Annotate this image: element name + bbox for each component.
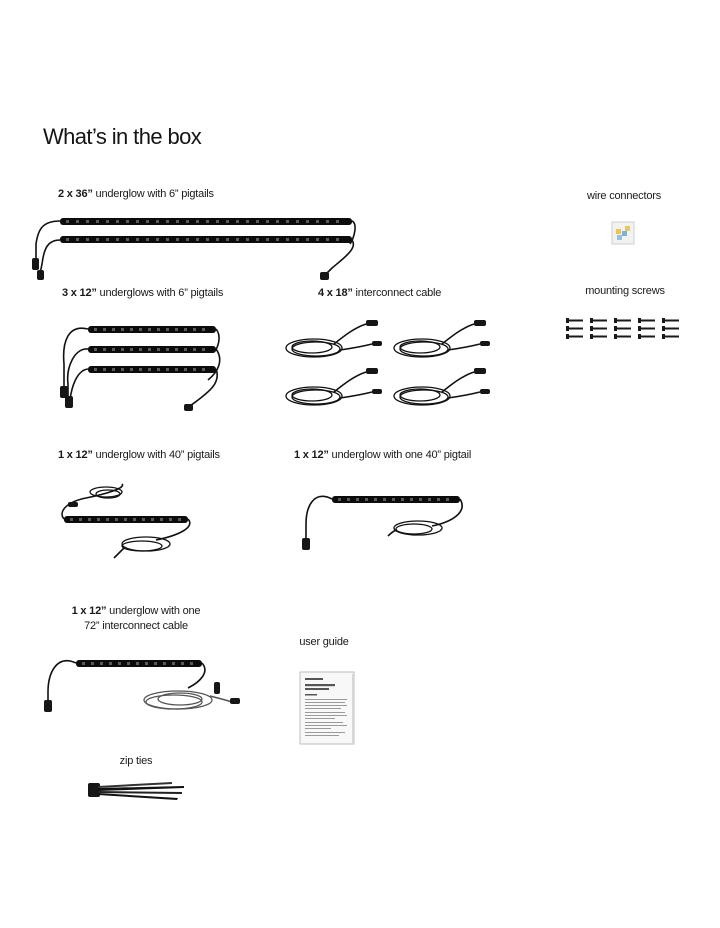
led-chip — [136, 220, 139, 223]
led-chip — [172, 662, 175, 665]
led-chip — [163, 662, 166, 665]
led-chip — [97, 518, 100, 521]
led-chip — [139, 348, 142, 351]
led-chip — [374, 498, 377, 501]
led-chip — [178, 518, 181, 521]
led-chip — [206, 220, 209, 223]
led-chip — [130, 368, 133, 371]
item-description: interconnect cable — [352, 287, 442, 299]
led-chip — [126, 238, 129, 241]
item-label-12in-forty-pigtails — [58, 449, 220, 461]
screw — [566, 334, 583, 339]
led-chip — [226, 220, 229, 223]
led-chip — [338, 498, 341, 501]
zip-tie-icon — [88, 780, 188, 802]
led-chip — [175, 348, 178, 351]
led-chip — [112, 348, 115, 351]
screw — [590, 334, 607, 339]
wire-connectors-label: wire connectors — [586, 190, 662, 202]
led-strip-12in-forty-image — [56, 482, 196, 562]
led-chip — [136, 238, 139, 241]
led-chip — [190, 662, 193, 665]
led-strip-12in-seventytwo-image — [42, 652, 242, 722]
led-chip — [121, 328, 124, 331]
led-chip — [186, 220, 189, 223]
led-chip — [146, 220, 149, 223]
led-chip — [160, 518, 163, 521]
led-chip — [176, 238, 179, 241]
led-chip — [86, 238, 89, 241]
item-label-interconnect-18in — [318, 287, 441, 299]
screw — [614, 318, 631, 323]
item-quantity: 1 x 12” — [71, 605, 107, 617]
item-quantity: 3 x 12” — [62, 287, 97, 299]
led-chip — [100, 662, 103, 665]
led-chip — [130, 348, 133, 351]
led-chip — [236, 238, 239, 241]
led-chip — [175, 328, 178, 331]
item-description: underglow with one — [106, 605, 201, 617]
led-chip — [286, 238, 289, 241]
led-chip — [296, 220, 299, 223]
led-chip — [79, 518, 82, 521]
led-chip — [124, 518, 127, 521]
item-description: underglow with 6” pigtails — [92, 188, 214, 200]
led-chip — [186, 238, 189, 241]
led-chip — [401, 498, 404, 501]
led-chip — [121, 368, 124, 371]
led-chip — [365, 498, 368, 501]
screw — [566, 326, 583, 331]
user-guide-label: user guide — [299, 636, 349, 648]
screw — [662, 326, 679, 331]
screw — [566, 318, 583, 323]
led-chip — [176, 220, 179, 223]
led-chip — [76, 220, 79, 223]
led-chip — [266, 220, 269, 223]
led-chip — [206, 238, 209, 241]
led-chip — [82, 662, 85, 665]
led-chip — [166, 238, 169, 241]
led-chip — [121, 348, 124, 351]
led-chip — [66, 220, 69, 223]
led-chip — [316, 238, 319, 241]
led-chip — [326, 220, 329, 223]
led-chip — [316, 220, 319, 223]
led-chip — [136, 662, 139, 665]
led-chip — [116, 238, 119, 241]
led-chip — [103, 348, 106, 351]
led-chip — [202, 328, 205, 331]
led-chip — [66, 238, 69, 241]
led-chip — [148, 368, 151, 371]
led-chip — [154, 662, 157, 665]
led-chip — [202, 348, 205, 351]
led-chip — [133, 518, 136, 521]
led-chip — [157, 348, 160, 351]
item-description: underglow with one 40” pigtail — [328, 449, 472, 461]
page-title: What’s in the box — [43, 124, 202, 149]
led-chip — [184, 328, 187, 331]
led-chip — [157, 328, 160, 331]
item-quantity: 1 x 12” — [294, 449, 329, 461]
led-strip-icon — [62, 484, 190, 558]
led-chip — [142, 518, 145, 521]
led-strip-icon — [44, 660, 240, 712]
mounting-screws-image — [566, 318, 686, 344]
led-chip — [216, 238, 219, 241]
led-chip — [94, 368, 97, 371]
led-chip — [216, 220, 219, 223]
led-chip — [306, 220, 309, 223]
screw — [638, 334, 655, 339]
led-chip — [103, 328, 106, 331]
led-chip — [139, 368, 142, 371]
led-chip — [116, 220, 119, 223]
manual-booklet-icon — [298, 670, 356, 746]
screw — [614, 326, 631, 331]
led-chip — [109, 662, 112, 665]
led-chip — [246, 220, 249, 223]
led-chip — [76, 238, 79, 241]
led-chip — [184, 348, 187, 351]
zip-ties-label: zip ties — [119, 755, 153, 767]
led-strip-36in-image — [32, 212, 352, 282]
led-chip — [236, 220, 239, 223]
led-chip — [106, 220, 109, 223]
connector-bag-icon — [612, 222, 636, 246]
led-chip — [94, 348, 97, 351]
screw — [638, 318, 655, 323]
screw — [590, 326, 607, 331]
led-chip — [166, 348, 169, 351]
coiled-cable-icon — [286, 320, 490, 405]
led-chip — [196, 238, 199, 241]
mounting-screws-label: mounting screws — [585, 285, 665, 297]
item-label-12in-one-forty-pigtail — [294, 449, 471, 461]
item-quantity: 2 x 36” — [58, 188, 93, 200]
screw — [614, 334, 631, 339]
led-chip — [148, 348, 151, 351]
led-chip — [166, 368, 169, 371]
screw-icon — [566, 318, 679, 339]
led-chip — [103, 368, 106, 371]
led-chip — [106, 518, 109, 521]
led-chip — [296, 238, 299, 241]
led-chip — [106, 238, 109, 241]
led-chip — [276, 220, 279, 223]
led-chip — [88, 518, 91, 521]
led-chip — [118, 662, 121, 665]
led-chip — [115, 518, 118, 521]
item-label-line-1 — [56, 604, 216, 619]
item-quantity: 1 x 12” — [58, 449, 93, 461]
led-chip — [446, 498, 449, 501]
led-chip — [156, 220, 159, 223]
led-chip — [226, 238, 229, 241]
screw — [590, 318, 607, 323]
item-label-12in-seventytwo — [56, 604, 216, 634]
led-chip — [166, 220, 169, 223]
led-chip — [166, 328, 169, 331]
led-strip-icon — [60, 326, 220, 411]
led-chip — [146, 238, 149, 241]
led-chip — [266, 238, 269, 241]
item-label-12in-six-pigtails — [62, 287, 223, 299]
item-label-line-2: 72” interconnect cable — [84, 620, 188, 632]
interconnect-cables-image — [284, 318, 499, 408]
led-chip — [326, 238, 329, 241]
led-chip — [196, 220, 199, 223]
led-chip — [96, 238, 99, 241]
led-chip — [94, 328, 97, 331]
led-chip — [130, 328, 133, 331]
led-chip — [193, 348, 196, 351]
led-chip — [336, 238, 339, 241]
led-chip — [356, 498, 359, 501]
led-strip-12in-one-forty-image — [302, 488, 472, 554]
led-chip — [202, 368, 205, 371]
led-chip — [86, 220, 89, 223]
item-description: underglows with 6” pigtails — [99, 287, 224, 299]
led-chip — [306, 238, 309, 241]
led-chip — [428, 498, 431, 501]
led-chip — [276, 238, 279, 241]
led-chip — [184, 368, 187, 371]
led-chip — [112, 368, 115, 371]
screw — [662, 318, 679, 323]
led-chip — [139, 328, 142, 331]
led-chip — [112, 328, 115, 331]
led-chip — [256, 238, 259, 241]
item-label-36in-underglow — [58, 188, 214, 200]
screw — [662, 334, 679, 339]
led-chip — [419, 498, 422, 501]
led-chip — [96, 220, 99, 223]
led-chip — [410, 498, 413, 501]
led-chip — [437, 498, 440, 501]
led-chip — [175, 368, 178, 371]
led-chip — [383, 498, 386, 501]
led-chip — [286, 220, 289, 223]
item-quantity: 4 x 18” — [318, 287, 353, 299]
led-chip — [127, 662, 130, 665]
led-strip-icon — [32, 218, 355, 280]
led-chip — [392, 498, 395, 501]
led-chip — [169, 518, 172, 521]
led-chip — [70, 518, 73, 521]
led-strip-12in-three-image — [56, 318, 226, 418]
led-chip — [336, 220, 339, 223]
led-chip — [148, 328, 151, 331]
led-chip — [91, 662, 94, 665]
led-chip — [156, 238, 159, 241]
led-chip — [347, 498, 350, 501]
led-chip — [246, 238, 249, 241]
led-chip — [256, 220, 259, 223]
item-description: underglow with 40” pigtails — [92, 449, 220, 461]
led-chip — [157, 368, 160, 371]
screw — [638, 326, 655, 331]
led-chip — [151, 518, 154, 521]
led-chip — [126, 220, 129, 223]
led-strip-icon — [302, 496, 462, 550]
led-chip — [193, 368, 196, 371]
led-chip — [181, 662, 184, 665]
led-chip — [193, 328, 196, 331]
led-chip — [145, 662, 148, 665]
